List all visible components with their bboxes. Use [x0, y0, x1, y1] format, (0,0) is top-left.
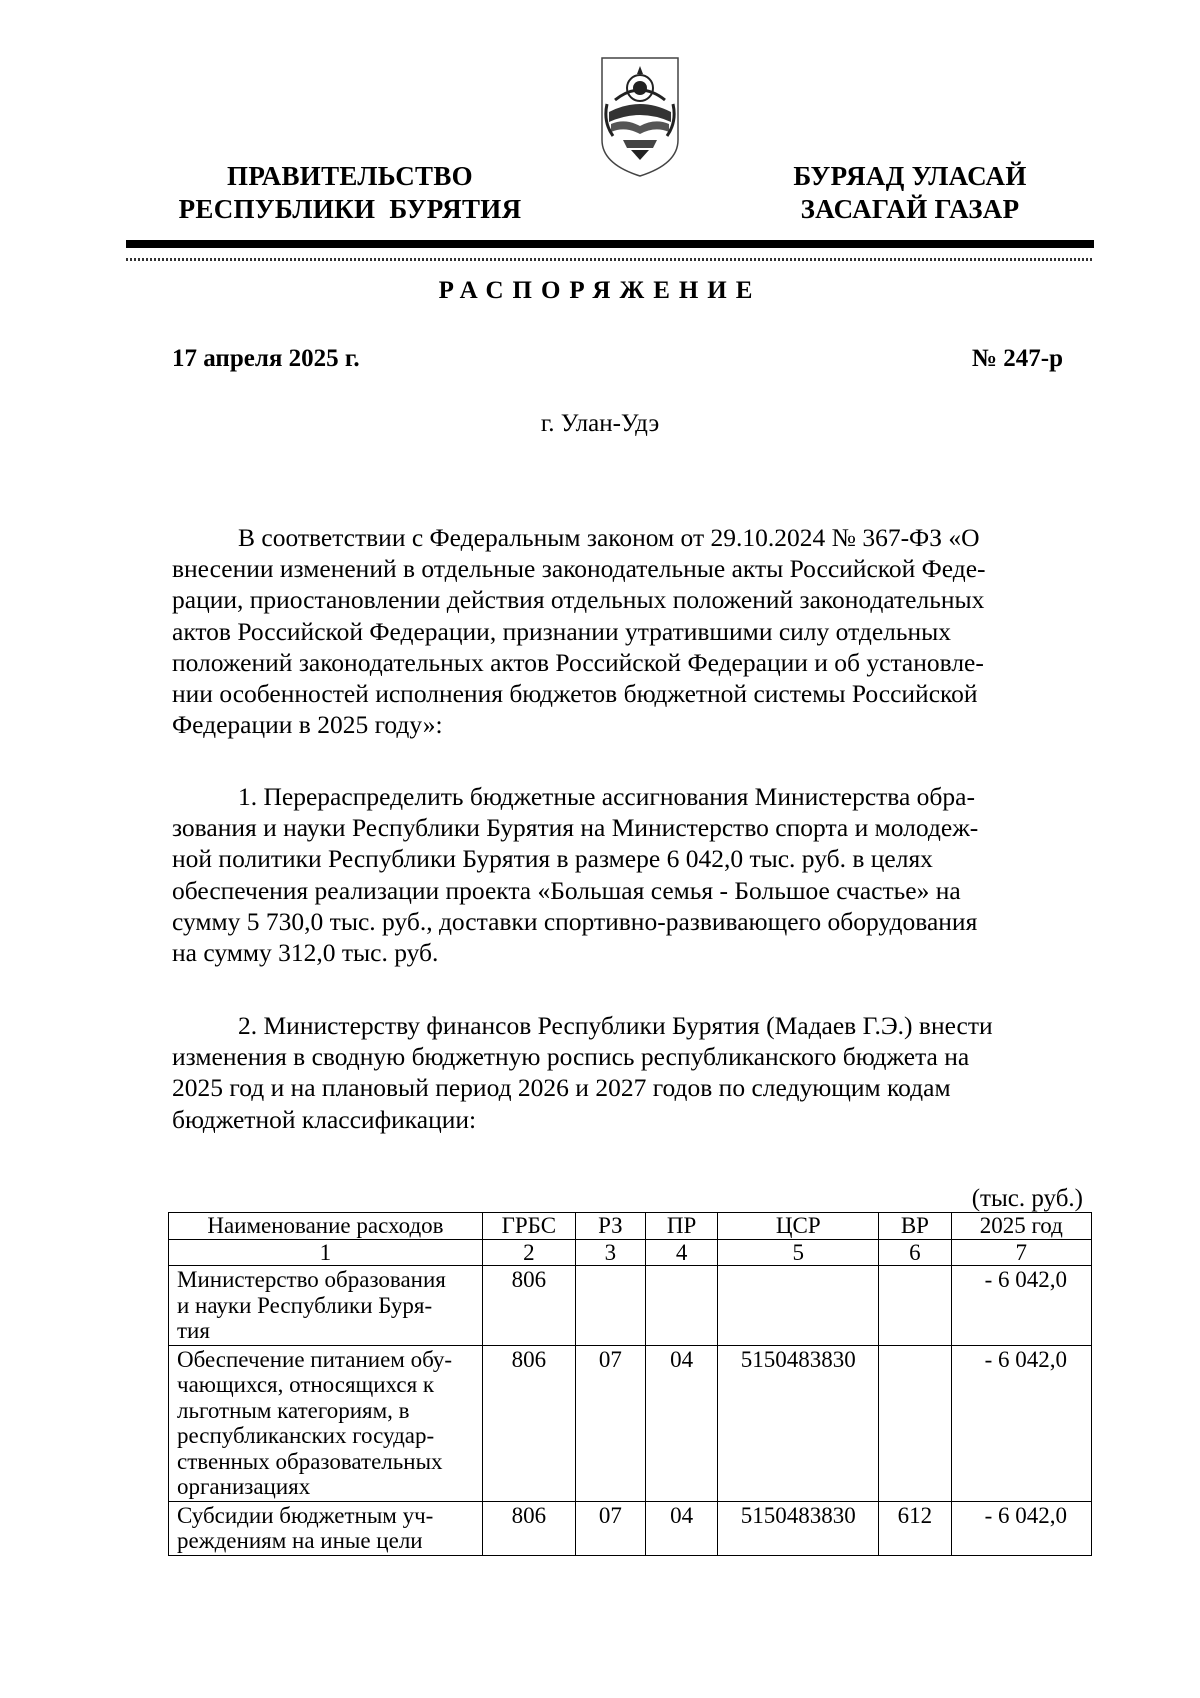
table-index-row [169, 1239, 1092, 1266]
pr-cell [645, 1266, 717, 1346]
header-cell: ВР [879, 1213, 951, 1240]
rz-cell: 07 [575, 1345, 645, 1501]
text-line: ной политики Республики Бурятия в размере 6 042,0 тыс. руб. в целях [172, 844, 933, 874]
csr-cell: 5150483830 [718, 1345, 879, 1501]
vr-cell: 612 [879, 1501, 951, 1555]
header-left-line2: РЕСПУБЛИКИ БУРЯТИЯ [178, 194, 522, 224]
header-divider-thick [126, 240, 1094, 248]
cell-line: чающихся, относящихся к [177, 1372, 435, 1397]
header-cell: РЗ [575, 1213, 645, 1240]
csr-cell [718, 1266, 879, 1346]
text-line: Федерации в 2025 году»: [172, 710, 443, 740]
expense-name-cell [169, 1501, 483, 1555]
index-cell: 1 [169, 1239, 483, 1266]
header-cell: 2025 год [951, 1213, 1091, 1240]
header-left-line1: ПРАВИТЕЛЬСТВО [227, 161, 473, 191]
text-line: 2025 год и на плановый период 2026 и 2027 годов по следующим кодам [172, 1073, 951, 1103]
index-cell: 3 [575, 1239, 645, 1266]
cell-line: республиканских государ- [177, 1423, 435, 1448]
table-row [169, 1345, 1092, 1501]
cell-line: ственных образовательных [177, 1448, 443, 1474]
text-line: В соответствии с Федеральным законом от 29.10.2024 № 367-ФЗ «О [238, 523, 980, 552]
text-line: зования и науки Республики Бурятия на Министерство спорта и молодеж- [172, 813, 979, 843]
text-line: сумму 5 730,0 тыс. руб., доставки спортивно-развивающего оборудования [172, 906, 978, 936]
header-left [160, 160, 540, 226]
grbs-cell: 806 [482, 1266, 575, 1346]
cell-line: реждениям на иные цели [177, 1528, 423, 1553]
table-unit-label: (тыс. руб.) [971, 1185, 1083, 1212]
table-row [169, 1501, 1092, 1555]
document-title: РАСПОРЯЖЕНИЕ [438, 277, 762, 304]
preamble-paragraph [172, 522, 1083, 740]
text-line: 2. Министерству финансов Республики Бурятия (Мадаев Г.Э.) внести [238, 1011, 993, 1040]
item-1-paragraph [172, 781, 1083, 968]
pr-cell: 04 [645, 1501, 717, 1555]
expense-name-cell [169, 1266, 483, 1346]
header-right-line2: ЗАСАГАЙ ГАЗАР [800, 194, 1020, 224]
csr-cell: 5150483830 [718, 1501, 879, 1555]
cell-line: льготным категориям, в [177, 1397, 410, 1423]
pr-cell: 04 [645, 1345, 717, 1501]
rz-cell: 07 [575, 1501, 645, 1555]
text-line: рации, приостановлении действия отдельных положений законодательных [172, 585, 985, 615]
table-header-row [169, 1213, 1092, 1240]
text-line: обеспечения реализации проекта «Большая семья - Большое счастье» на [172, 875, 961, 905]
amount-cell: - 6 042,0 [951, 1501, 1091, 1555]
cell-line: тия [177, 1318, 210, 1343]
text-line: внесении изменений в отдельные законодательные акты Российской Феде- [172, 554, 986, 584]
index-cell: 5 [718, 1239, 879, 1266]
text-line: на сумму 312,0 тыс. руб. [172, 938, 439, 968]
document-city: г. Улан-Удэ [540, 410, 660, 437]
rz-cell [575, 1266, 645, 1346]
document-number: № 247-р [971, 345, 1063, 372]
index-cell: 4 [645, 1239, 717, 1266]
vr-cell [879, 1345, 951, 1501]
header-cell: Наименование расходов [169, 1213, 483, 1240]
text-line: актов Российской Федерации, признании утратившими силу отдельных [172, 616, 952, 646]
header-cell: ГРБС [482, 1213, 575, 1240]
cell-line: и науки Республики Буря- [177, 1292, 433, 1318]
text-line: изменения в сводную бюджетную роспись республиканского бюджета на [172, 1042, 970, 1072]
header-right [740, 160, 1080, 226]
amount-cell: - 6 042,0 [951, 1266, 1091, 1346]
grbs-cell: 806 [482, 1345, 575, 1501]
vr-cell [879, 1266, 951, 1346]
header-cell: ПР [645, 1213, 717, 1240]
cell-line: Субсидии бюджетным уч- [177, 1502, 434, 1528]
expense-name-cell [169, 1345, 483, 1501]
header-divider-thin [126, 258, 1094, 261]
cell-line: организациях [177, 1474, 311, 1499]
index-cell: 2 [482, 1239, 575, 1266]
text-line: бюджетной классификации: [172, 1104, 477, 1134]
table-row [169, 1266, 1092, 1346]
cell-line: Обеспечение питанием обу- [177, 1346, 453, 1372]
index-cell: 7 [951, 1239, 1091, 1266]
item-2-paragraph [172, 1010, 1083, 1135]
text-line: 1. Перераспределить бюджетные ассигнования Министерства обра- [238, 782, 975, 811]
header-right-line1: БУРЯАД УЛАСАЙ [793, 161, 1027, 191]
coat-of-arms-emblem-icon [597, 52, 683, 180]
index-cell: 6 [879, 1239, 951, 1266]
cell-line: Министерство образования [177, 1267, 446, 1292]
header-cell: ЦСР [718, 1213, 879, 1240]
text-line: нии особенностей исполнения бюджетов бюджетной системы Российской [172, 679, 978, 709]
grbs-cell: 806 [482, 1501, 575, 1555]
amount-cell: - 6 042,0 [951, 1345, 1091, 1501]
document-date: 17 апреля 2025 г. [172, 345, 360, 372]
text-line: положений законодательных актов Российской Федерации и об установле- [172, 647, 984, 677]
budget-table [168, 1212, 1092, 1556]
